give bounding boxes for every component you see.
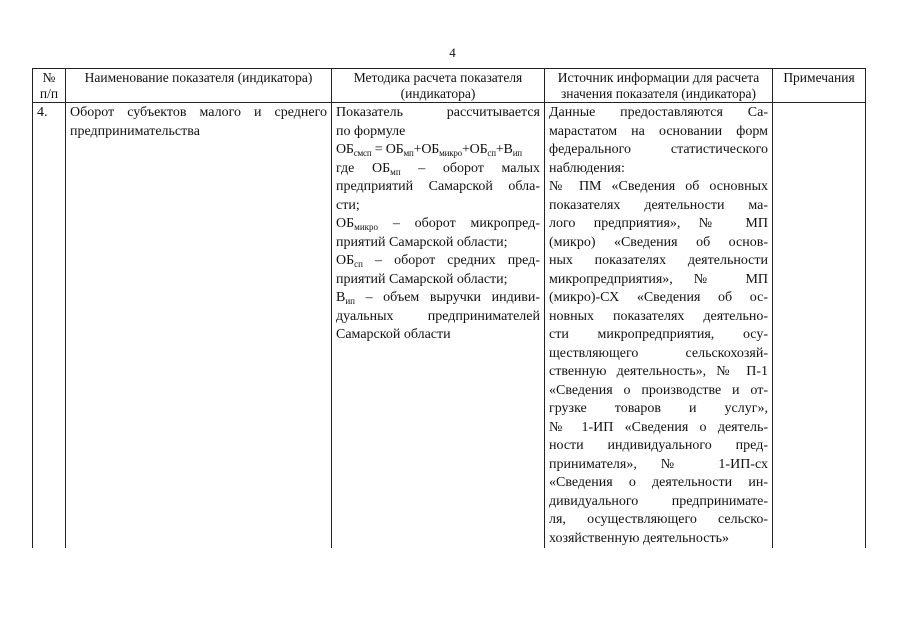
source-line: дивидуального предпринимате-: [549, 493, 768, 509]
source-line: (микро) «Сведения об основ-: [549, 234, 768, 250]
header-method: Методика расчета показателя (индикатора): [332, 69, 545, 103]
source-line: ственную деятельность», № П-1: [549, 364, 768, 379]
table-header-row: [33, 69, 866, 103]
source-cell: [545, 103, 773, 549]
header-name: Наименование показателя (индикатора): [66, 69, 332, 103]
source-line: «Сведения о производстве и от-: [549, 382, 768, 398]
source-line: ществляющего сельскохозяй-: [549, 345, 768, 361]
source-line: принимателя», № 1-ИП-сх: [549, 456, 768, 472]
header-num: № п/п: [33, 69, 66, 103]
source-line: сти микропредприятия, осу-: [549, 327, 768, 342]
source-line: хозяйственную деятельность»: [549, 530, 729, 546]
source-line: ля, осуществляющего сельско-: [549, 512, 768, 527]
source-line: грузке товаров и услуг»,: [549, 401, 768, 416]
formula: $ОБ_{смсп} = ОБ_{мп}+ОБ_{микро}+ОБ_{сп}+В_{ип}$: [336, 142, 522, 158]
definition-line: приятий Самарской области;: [336, 271, 508, 287]
source-line: № ПМ «Сведения об основных: [549, 179, 768, 194]
definition-line: предприятий Самарской обла-: [336, 179, 540, 194]
definition-line: Самарской области: [336, 327, 451, 342]
indicator-name-cell: [66, 103, 332, 549]
definition-line: $В_{ип}$ – объем выручки индиви-: [336, 290, 540, 306]
source-line: № 1-ИП «Сведения о деятель-: [549, 419, 768, 435]
source-line: показателях деятельности ма-: [549, 197, 768, 213]
source-line: новных показателях деятельно-: [549, 308, 768, 324]
definition-line: $ОБ_{микро}$ – оборот микропред-: [336, 216, 540, 232]
source-line: микропредприятия», № МП: [549, 271, 768, 287]
header-source: Источник информации для расчета значения показателя (индикатора): [545, 69, 773, 103]
source-line: лого предприятия», № МП: [549, 216, 768, 231]
method-cell: [332, 103, 545, 549]
source-line: Данные предоставляются Са-: [549, 105, 768, 120]
page-number: 4: [449, 45, 456, 60]
definition-line: $ОБ_{сп}$ – оборот средних пред-: [336, 253, 540, 269]
definition-line: сти;: [336, 197, 360, 213]
source-line: наблюдения:: [549, 160, 625, 176]
source-line: «Сведения о деятельности ин-: [549, 475, 768, 490]
source-line: федерального статистического: [549, 142, 768, 157]
header-notes: Примечания: [773, 69, 866, 103]
table-row: [33, 103, 866, 549]
source-line: марастатом на основании форм: [549, 123, 768, 139]
source-line: (микро)-СХ «Сведения об ос-: [549, 290, 768, 305]
method-intro-line: Показатель рассчитывается: [336, 105, 540, 120]
source-line: ности индивидуального пред-: [549, 438, 768, 453]
method-intro-line: по формуле: [336, 123, 406, 139]
definition-line: приятий Самарской области;: [336, 234, 508, 250]
indicator-name-line: предпринимательства: [70, 123, 200, 139]
indicator-name-line: Оборот субъектов малого и среднего: [70, 105, 327, 120]
indicators-table: [32, 68, 866, 548]
notes-cell: [773, 103, 866, 549]
definition-line: дуальных предпринимателей: [336, 308, 540, 324]
row-number: 4.: [33, 103, 66, 549]
definition-line: где $ОБ_{мп}$ – оборот малых: [336, 160, 540, 177]
source-line: ных показателях деятельности: [549, 253, 768, 268]
